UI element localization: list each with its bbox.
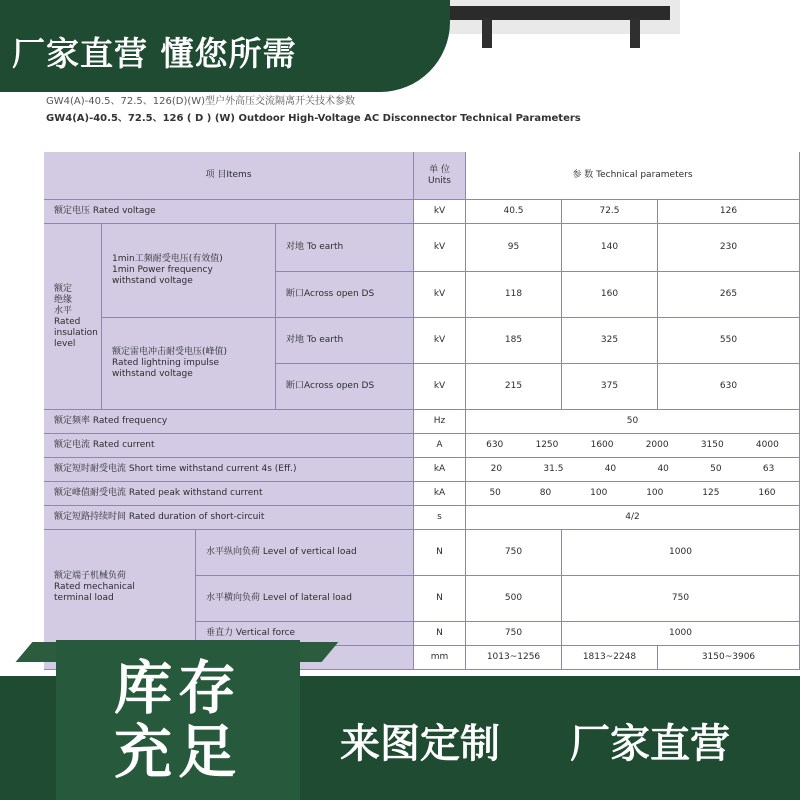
- row-short-time-values: [466, 458, 800, 482]
- current-value: 2000: [645, 440, 669, 450]
- stock-badge-line1: 库存: [113, 654, 242, 722]
- insulation-group-line: Rated: [54, 316, 81, 327]
- header-unit-en: Units: [427, 175, 451, 186]
- peak-value: 100: [590, 488, 608, 498]
- mechanical-group-line: terminal load: [54, 593, 114, 603]
- doc-title-en: GW4(A)-40.5、72.5、126 ( D ) (W) Outdoor High-Voltage AC Disconnector Technical Parameters: [46, 113, 581, 124]
- mechanical-group-line: 额定端子机械负荷: [54, 571, 127, 581]
- slogan-custom: 来图定制: [340, 721, 500, 767]
- row-last-v1: 1013~1256: [466, 646, 562, 670]
- li-to-earth-unit: kV: [414, 318, 466, 364]
- stock-badge-line2: 充足: [113, 718, 242, 786]
- li-to-earth-v1: 185: [466, 318, 562, 364]
- lateral-load-v1: 500: [466, 576, 562, 622]
- pf-across-label: 断口Across open DS: [276, 272, 414, 318]
- row-current-unit: A: [414, 434, 466, 458]
- current-value: 1250: [535, 440, 559, 450]
- peak-value: 80: [539, 488, 552, 498]
- lightning-impulse-label: [102, 318, 276, 410]
- mechanical-group-label: [44, 530, 196, 646]
- lightning-impulse-line: 额定雷电冲击耐受电压(峰值): [112, 347, 228, 357]
- stock-badge: [56, 640, 300, 800]
- doc-title-cn: GW4(A)-40.5、72.5、126(D)(W)型户外高压交流隔离开关技术参数: [46, 96, 356, 107]
- pf-across-v1: 118: [466, 272, 562, 318]
- current-value: 3150: [700, 440, 724, 450]
- vertical-load-v1: 750: [466, 530, 562, 576]
- pf-across-unit: kV: [414, 272, 466, 318]
- insulation-group-line: level: [54, 338, 76, 349]
- lateral-load-unit: N: [414, 576, 466, 622]
- row-peak-values: [466, 482, 800, 506]
- vertical-force-v1: 750: [466, 622, 562, 646]
- row-duration-unit: s: [414, 506, 466, 530]
- li-across-unit: kV: [414, 364, 466, 410]
- pf-to-earth-unit: kV: [414, 224, 466, 272]
- pf-across-v3: 265: [658, 272, 800, 318]
- product-photo-leg-right: [630, 18, 640, 48]
- row-duration-label: 额定短路持续时间 Rated duration of short-circuit: [44, 506, 414, 530]
- vertical-load-unit: N: [414, 530, 466, 576]
- row-short-time-unit: kA: [414, 458, 466, 482]
- short-time-value: 50: [710, 464, 722, 474]
- peak-value: 125: [702, 488, 720, 498]
- row-current-label: 额定电流 Rated current: [44, 434, 414, 458]
- vertical-force-unit: N: [414, 622, 466, 646]
- row-frequency-value: 50: [466, 410, 800, 434]
- row-rated-voltage-v1: 40.5: [466, 200, 562, 224]
- row-last-unit: mm: [414, 646, 466, 670]
- peak-value: 100: [646, 488, 664, 498]
- li-to-earth-v2: 325: [562, 318, 658, 364]
- row-frequency-label: 额定频率 Rated frequency: [44, 410, 414, 434]
- li-across-v1: 215: [466, 364, 562, 410]
- vertical-force-label: 垂直力 Vertical force: [196, 622, 414, 646]
- lightning-impulse-line: withstand voltage: [112, 369, 193, 379]
- top-banner: [0, 0, 450, 92]
- power-frequency-line: withstand voltage: [112, 276, 193, 286]
- header-unit: [414, 152, 466, 200]
- power-frequency-label: [102, 224, 276, 318]
- row-frequency-unit: Hz: [414, 410, 466, 434]
- header-params: 参 数 Technical parameters: [466, 152, 800, 200]
- power-frequency-line: 1min Power frequency: [112, 265, 213, 275]
- row-peak-label: 额定峰值耐受电流 Rated peak withstand current: [44, 482, 414, 506]
- slogan-direct: 厂家直营: [570, 721, 730, 767]
- pf-to-earth-v1: 95: [466, 224, 562, 272]
- li-to-earth-label: 对地 To earth: [276, 318, 414, 364]
- header-unit-cn: 单 位: [429, 164, 450, 175]
- lateral-load-label: 水平横向负荷 Level of lateral load: [196, 576, 414, 622]
- li-across-v2: 375: [562, 364, 658, 410]
- row-duration-value: 4/2: [466, 506, 800, 530]
- insulation-group-line: 额定: [54, 283, 73, 294]
- product-photo-leg-left: [482, 18, 492, 48]
- mechanical-group-line: Rated mechanical: [54, 582, 135, 592]
- pf-to-earth-v3: 230: [658, 224, 800, 272]
- short-time-value: 40: [604, 464, 617, 474]
- insulation-group-line: insulation: [54, 327, 98, 338]
- row-last-v2: 1813~2248: [562, 646, 658, 670]
- short-time-value: 40: [657, 464, 669, 474]
- row-peak-unit: kA: [414, 482, 466, 506]
- product-photo: [430, 0, 680, 34]
- current-value: 630: [486, 440, 504, 450]
- insulation-group-line: 绝缘: [54, 294, 73, 305]
- header-items: 项 目Items: [44, 152, 414, 200]
- short-time-value: 20: [490, 464, 503, 474]
- vertical-load-v2: 1000: [562, 530, 800, 576]
- pf-to-earth-label: 对地 To earth: [276, 224, 414, 272]
- row-short-time-label: 额定短时耐受电流 Short time withstand current 4s (Eff.): [44, 458, 414, 482]
- row-rated-voltage-label: 额定电压 Rated voltage: [44, 200, 414, 224]
- power-frequency-line: 1min工频耐受电压(有效值): [112, 254, 223, 264]
- li-across-label: 断口Across open DS: [276, 364, 414, 410]
- lightning-impulse-line: Rated lightning impulse: [112, 358, 220, 368]
- row-rated-voltage-v3: 126: [658, 200, 800, 224]
- parameter-table: [44, 152, 800, 670]
- row-rated-voltage-v2: 72.5: [562, 200, 658, 224]
- insulation-group-label: [44, 224, 102, 410]
- vertical-load-label: 水平纵向负荷 Level of vertical load: [196, 530, 414, 576]
- short-time-value: 31.5: [543, 464, 564, 474]
- li-to-earth-v3: 550: [658, 318, 800, 364]
- peak-value: 160: [758, 488, 776, 498]
- lateral-load-v2: 750: [562, 576, 800, 622]
- peak-value: 50: [489, 488, 501, 498]
- row-rated-voltage-unit: kV: [414, 200, 466, 224]
- li-across-v3: 630: [658, 364, 800, 410]
- current-value: 4000: [755, 440, 779, 450]
- pf-to-earth-v2: 140: [562, 224, 658, 272]
- pf-across-v2: 160: [562, 272, 658, 318]
- short-time-value: 63: [762, 464, 775, 474]
- current-value: 1600: [590, 440, 614, 450]
- insulation-group-line: 水平: [54, 305, 73, 316]
- vertical-force-v2: 1000: [562, 622, 800, 646]
- row-last-v3: 3150~3906: [658, 646, 800, 670]
- row-current-values: [466, 434, 800, 458]
- top-banner-text: 厂家直营 懂您所需: [12, 34, 297, 73]
